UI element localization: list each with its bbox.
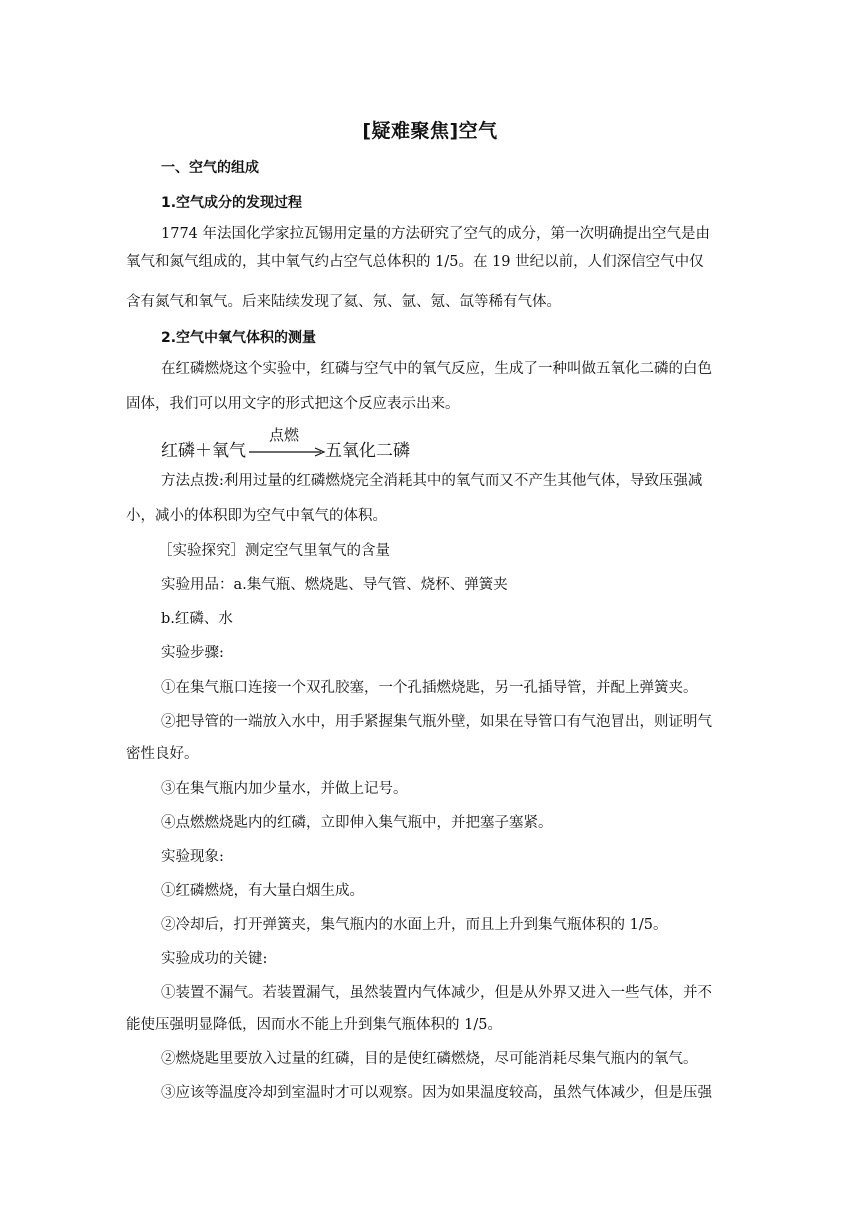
paragraph-line: 固体，我们可以用文字的形式把这个反应表示出来。 — [126, 396, 460, 412]
experiment-title: ［实验探究］测定空气里氧气的含量 — [158, 543, 390, 559]
phenomena-label: 实验现象: — [161, 849, 224, 865]
key-item: ③应该等温度冷却到室温时才可以观察。因为如果温度较高，虽然气体减少，但是压强 — [161, 1085, 712, 1101]
key-item: ①装置不漏气。若装置漏气，虽然装置内气体减少，但是从外界又进入一些气体，并不 — [161, 985, 712, 1001]
reaction-arrow-icon — [249, 447, 327, 457]
materials-a: 实验用品：a.集气瓶、燃烧匙、导气管、烧杯、弹簧夹 — [161, 577, 508, 593]
steps-label: 实验步骤: — [161, 645, 224, 661]
subheading-discovery: 1.空气成分的发现过程 — [161, 195, 303, 211]
step-item: ④点燃燃烧匙内的红磷，立即伸入集气瓶中，并把塞子塞紧。 — [161, 815, 553, 831]
equation-reactants: 红磷＋氧气 — [161, 441, 246, 461]
phenomenon-item: ②冷却后，打开弹簧夹，集气瓶内的水面上升，而且上升到集气瓶体积的 1/5。 — [161, 917, 668, 933]
key-item-continuation: 能使压强明显降低，因而水不能上升到集气瓶体积的 1/5。 — [126, 1017, 502, 1033]
step-item: ①在集气瓶口连接一个双孔胶塞，一个孔插燃烧匙，另一孔插导管，并配上弹簧夹。 — [161, 680, 698, 696]
page-title: [疑难聚焦]空气 — [362, 120, 498, 142]
reaction-equation — [161, 426, 461, 464]
section-heading-composition: 一、空气的组成 — [161, 160, 259, 176]
equation-condition: 点燃 — [269, 426, 300, 444]
paragraph-line: 氧气和氮气组成的，其中氧气约占空气总体积的 1/5。在 19 世纪以前，人们深信空气中仅 — [126, 254, 704, 270]
keys-label: 实验成功的关键: — [161, 951, 268, 967]
paragraph-line: 在红磷燃烧这个实验中，红磷与空气中的氧气反应，生成了一种叫做五氧化二磷的白色 — [161, 361, 712, 377]
phenomenon-item: ①红磷燃烧，有大量白烟生成。 — [161, 883, 364, 899]
paragraph-line: 含有氮气和氧气。后来陆续发现了氦、氖、氩、氪、氙等稀有气体。 — [126, 294, 561, 310]
step-item: ③在集气瓶内加少量水，并做上记号。 — [161, 781, 408, 797]
step-item: ②把导管的一端放入水中，用手紧握集气瓶外壁，如果在导管口有气泡冒出，则证明气 — [161, 714, 712, 730]
equation-products: 五氧化二磷 — [325, 441, 410, 461]
method-tip-line: 方法点拨:利用过量的红磷燃烧完全消耗其中的氧气而又不产生其他气体，导致压强减 — [161, 473, 703, 489]
key-item: ②燃烧匙里要放入过量的红磷，目的是使红磷燃烧，尽可能消耗尽集气瓶内的氧气。 — [161, 1051, 698, 1067]
method-tip-line: 小，减小的体积即为空气中氧气的体积。 — [126, 508, 387, 524]
step-item-continuation: 密性良好。 — [126, 746, 199, 762]
paragraph-line: 1774 年法国化学家拉瓦锡用定量的方法研究了空气的成分，第一次明确提出空气是由 — [161, 226, 711, 242]
materials-b: b.红磷、水 — [161, 611, 233, 627]
subheading-oxygen-measure: 2.空气中氧气体积的测量 — [161, 330, 317, 346]
